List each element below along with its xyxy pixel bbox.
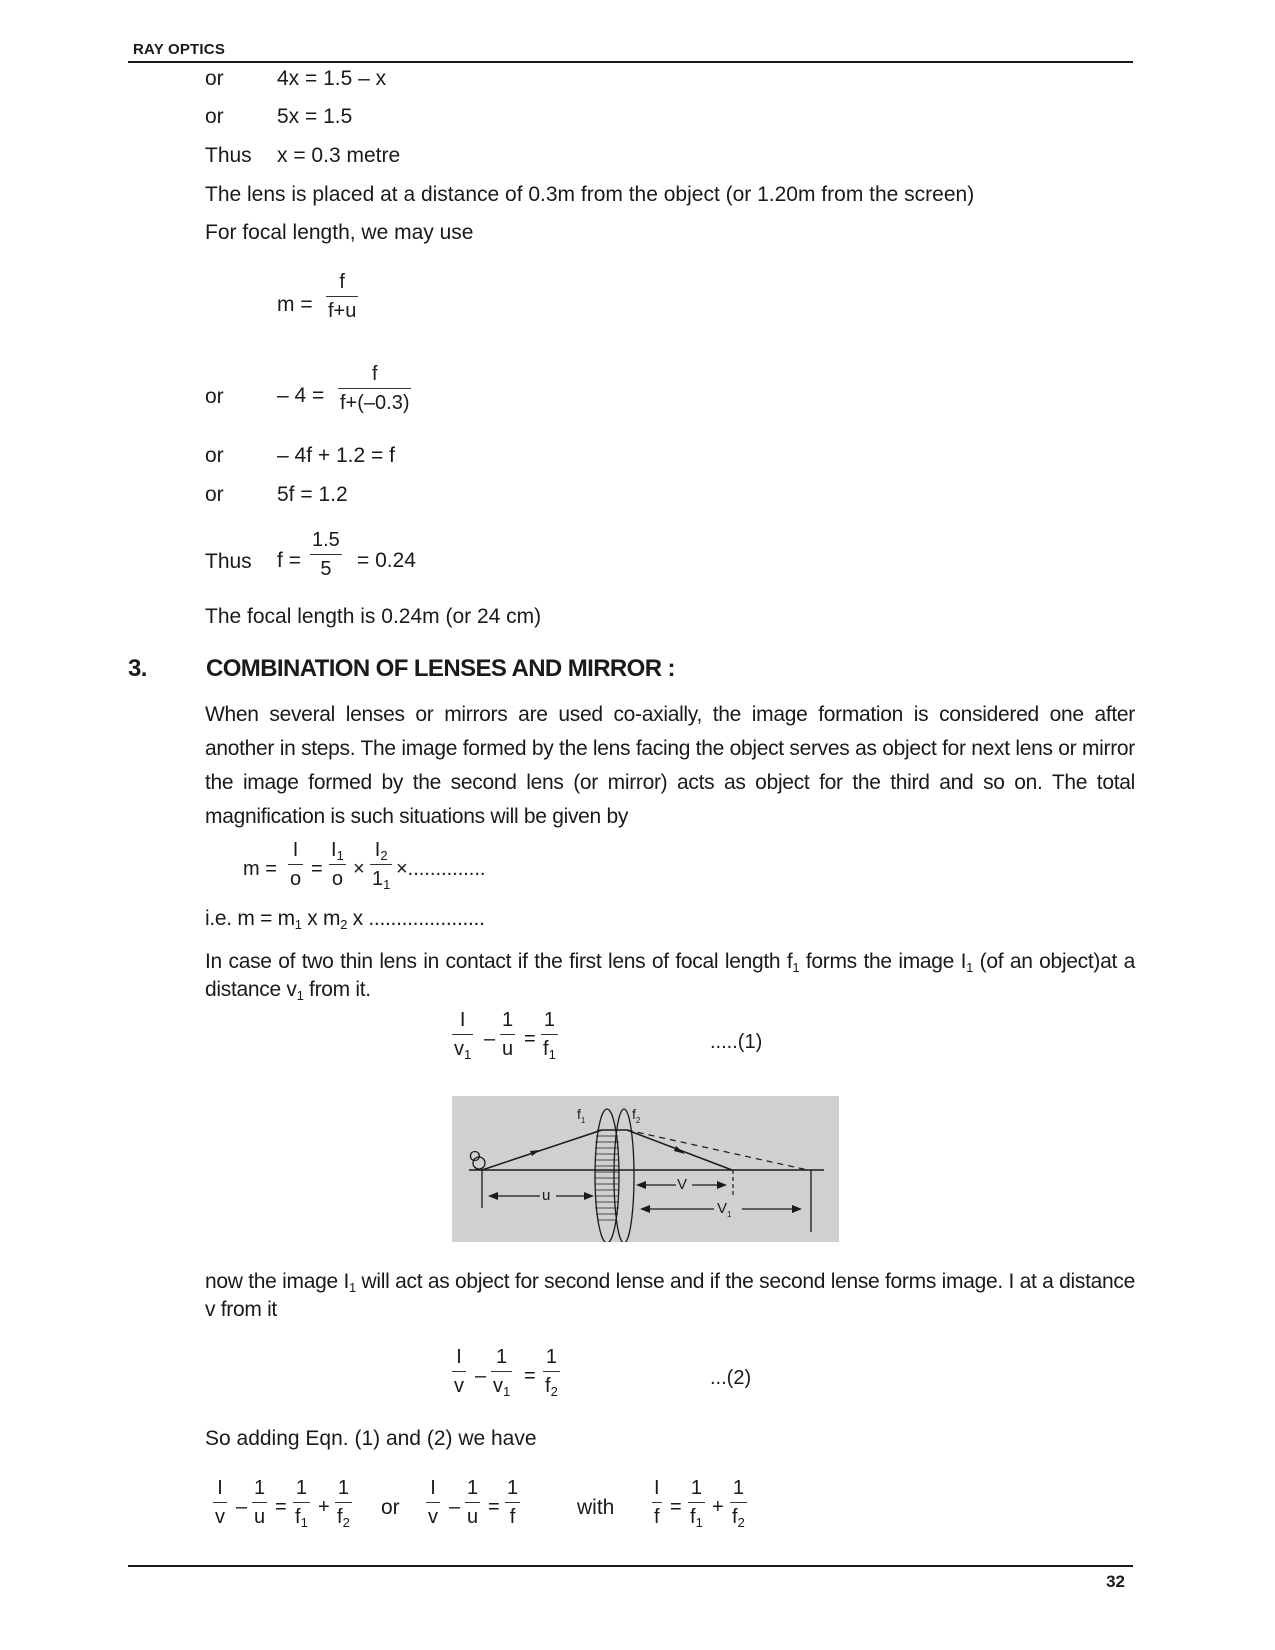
v1-label bbox=[717, 1200, 731, 1217]
eq-m-lhs: m = bbox=[277, 293, 313, 316]
fraction bbox=[505, 1476, 520, 1529]
plus: + bbox=[712, 1496, 724, 1518]
numerator: 1 bbox=[502, 1009, 514, 1031]
fraction bbox=[543, 1345, 560, 1398]
fraction-m bbox=[326, 270, 358, 323]
header-rule bbox=[128, 61, 1133, 63]
mag-eq-lhs: m = bbox=[243, 858, 277, 880]
denominator bbox=[452, 1037, 473, 1061]
object-label: O bbox=[469, 1148, 481, 1165]
minus: – bbox=[475, 1365, 487, 1387]
subscript: 2 bbox=[380, 848, 388, 863]
subscript: 1 bbox=[464, 1047, 472, 1063]
denominator: f+(–0.3) bbox=[340, 392, 410, 415]
f2-label bbox=[632, 1106, 641, 1125]
equals: = bbox=[311, 858, 323, 880]
with-connector: with bbox=[577, 1496, 615, 1519]
adding-text: So adding Eqn. (1) and (2) we have bbox=[205, 1427, 537, 1450]
fraction-bar bbox=[505, 1502, 520, 1503]
eq-lhs: f = bbox=[277, 549, 301, 572]
numerator: I bbox=[430, 1477, 436, 1499]
step-expr: – 4f + 1.2 = f bbox=[277, 444, 395, 467]
ray-diagram-icon bbox=[452, 1096, 839, 1242]
eq-rhs: = 0.24 bbox=[357, 549, 416, 572]
fraction bbox=[688, 1476, 705, 1529]
subscript: 1 bbox=[580, 1116, 586, 1125]
text: will act as object for second lense and if the second lense forms image. I at a distance v from it bbox=[205, 1270, 1135, 1321]
den-text: f bbox=[295, 1506, 301, 1529]
numerator: I bbox=[456, 1346, 462, 1368]
numerator: 1 bbox=[467, 1477, 479, 1499]
subscript: 1 bbox=[349, 1280, 356, 1295]
denominator: u bbox=[254, 1506, 266, 1529]
fraction bbox=[500, 1008, 515, 1061]
den-text: f bbox=[545, 1375, 551, 1398]
denominator: u bbox=[502, 1038, 514, 1061]
page-number: 32 bbox=[1106, 1572, 1125, 1591]
minus: – bbox=[449, 1496, 461, 1518]
step-label: or bbox=[205, 67, 224, 90]
subscript: 2 bbox=[635, 1116, 641, 1125]
subscript: 2 bbox=[550, 1384, 558, 1400]
now-image-paragraph bbox=[205, 1268, 1135, 1324]
den-text: f bbox=[543, 1038, 549, 1061]
section-title: COMBINATION OF LENSES AND MIRROR : bbox=[206, 655, 675, 682]
equals: = bbox=[524, 1365, 536, 1387]
v-label: V bbox=[677, 1176, 688, 1193]
den-text: f bbox=[337, 1506, 343, 1529]
denominator bbox=[491, 1374, 512, 1398]
numerator: 1 bbox=[545, 1346, 557, 1368]
fraction-bar bbox=[288, 864, 303, 865]
num-text: I bbox=[331, 839, 337, 861]
fraction bbox=[452, 1008, 473, 1061]
plus: + bbox=[318, 1496, 330, 1518]
denominator: u bbox=[467, 1506, 479, 1529]
numerator: I bbox=[459, 1009, 466, 1031]
text: now the image I bbox=[205, 1270, 349, 1293]
denominator: f bbox=[509, 1506, 516, 1529]
thin-lens-paragraph bbox=[205, 948, 1135, 1004]
fraction-bar bbox=[500, 1034, 515, 1035]
denominator: v bbox=[428, 1506, 438, 1529]
denominator bbox=[730, 1505, 747, 1529]
den-text: v bbox=[493, 1375, 503, 1398]
numerator: 1 bbox=[543, 1009, 555, 1031]
numerator: 1 bbox=[496, 1346, 508, 1368]
fraction-bar bbox=[213, 1502, 227, 1503]
step-expr: 5f = 1.2 bbox=[277, 483, 348, 506]
section-heading bbox=[128, 655, 675, 683]
equals: = bbox=[488, 1496, 500, 1518]
denominator: f bbox=[654, 1506, 660, 1529]
lens-placed-text: The lens is placed at a distance of 0.3m from the object (or 1.20m from the screen) bbox=[205, 183, 975, 206]
fraction bbox=[370, 838, 392, 891]
numerator: 1 bbox=[507, 1477, 519, 1499]
equals: = bbox=[275, 1496, 287, 1518]
text: (of an object)at a distance v bbox=[205, 950, 1135, 1001]
numerator: I bbox=[292, 839, 299, 861]
numerator bbox=[329, 838, 346, 862]
numerator: 1 bbox=[337, 1477, 349, 1499]
equation-tag: ...(2) bbox=[710, 1367, 752, 1389]
times: × bbox=[353, 858, 365, 880]
denominator bbox=[541, 1037, 558, 1061]
text: f bbox=[577, 1106, 581, 1122]
fraction-bar bbox=[329, 864, 346, 865]
denominator: f+u bbox=[328, 300, 357, 323]
den-text: v bbox=[454, 1038, 464, 1061]
subscript: 2 bbox=[340, 917, 348, 932]
ie-prefix: i.e. m = m bbox=[205, 907, 295, 930]
fraction bbox=[541, 1008, 558, 1061]
subscript: 1 bbox=[727, 1210, 732, 1219]
text: from it. bbox=[303, 978, 371, 1001]
numerator bbox=[373, 838, 390, 862]
fraction-bar bbox=[652, 1502, 662, 1503]
numerator: 1 bbox=[295, 1477, 307, 1499]
numerator: 1.5 bbox=[312, 529, 340, 551]
subscript: 1 bbox=[336, 848, 344, 863]
focal-intro-text: For focal length, we may use bbox=[205, 221, 474, 244]
minus: – bbox=[484, 1028, 496, 1050]
fraction-bar bbox=[541, 1034, 558, 1035]
subscript: 1 bbox=[383, 877, 391, 893]
denominator bbox=[335, 1505, 352, 1529]
subscript: 2 bbox=[342, 1515, 350, 1531]
subscript: 1 bbox=[548, 1047, 556, 1063]
fraction bbox=[213, 1476, 227, 1529]
running-header: RAY OPTICS bbox=[133, 41, 226, 58]
subscript: 1 bbox=[300, 1515, 308, 1531]
denominator: o bbox=[331, 868, 343, 891]
text: f bbox=[632, 1106, 636, 1122]
fraction-bar bbox=[688, 1502, 705, 1503]
or-connector: or bbox=[381, 1496, 400, 1519]
subscript: 2 bbox=[737, 1515, 745, 1531]
fraction-bar bbox=[338, 388, 411, 389]
step-label: or bbox=[205, 385, 224, 408]
subscript: 1 bbox=[695, 1515, 703, 1531]
step-label: Thus bbox=[205, 550, 252, 573]
section-intro-paragraph: When several lenses or mirrors are used co-axially, the image formation is considered one after another in steps. The image formed by the lens facing the object serves as object for next lens or mirror the image formed by the second lens (or mirror) acts as object for the third and so on. The total magnification is such situations will be given by bbox=[205, 703, 1135, 828]
den-text: 1 bbox=[372, 868, 384, 891]
fraction bbox=[426, 1476, 440, 1529]
fraction-bar bbox=[310, 554, 342, 555]
step-label: or bbox=[205, 105, 224, 128]
fraction-bar bbox=[452, 1034, 473, 1035]
text: forms the image I bbox=[799, 950, 967, 973]
denominator bbox=[293, 1505, 310, 1529]
num-text: I bbox=[374, 839, 381, 861]
step-label: or bbox=[205, 444, 224, 467]
denominator: o bbox=[290, 868, 302, 891]
fraction-f bbox=[310, 528, 342, 581]
step-label: Thus bbox=[205, 144, 252, 167]
fraction-bar bbox=[370, 864, 392, 865]
equation-tag: .....(1) bbox=[710, 1031, 763, 1053]
fraction bbox=[491, 1345, 512, 1398]
step-label: or bbox=[205, 483, 224, 506]
f1-label bbox=[577, 1106, 586, 1125]
numerator: I bbox=[654, 1477, 660, 1499]
subscript: 1 bbox=[792, 960, 800, 975]
numerator: 1 bbox=[254, 1477, 266, 1499]
denominator: v bbox=[215, 1506, 225, 1529]
fraction bbox=[335, 1476, 352, 1529]
ie-line bbox=[205, 906, 485, 932]
subscript: 1 bbox=[966, 960, 974, 975]
fraction bbox=[293, 1476, 310, 1529]
text: In case of two thin lens in contact if the first lens of focal length f bbox=[205, 950, 793, 973]
subscript: 1 bbox=[296, 988, 304, 1003]
fraction-bar bbox=[465, 1502, 480, 1503]
fraction-bar bbox=[426, 1502, 440, 1503]
subscript: 1 bbox=[294, 917, 302, 932]
step-expr: 4x = 1.5 – x bbox=[277, 67, 387, 90]
den-text: f bbox=[732, 1506, 738, 1529]
step-expr: 5x = 1.5 bbox=[277, 105, 353, 128]
fraction bbox=[452, 1345, 466, 1398]
ie-tail: x ..................... bbox=[347, 907, 485, 930]
fraction-bar bbox=[335, 1502, 352, 1503]
denominator: v bbox=[454, 1375, 464, 1398]
fraction bbox=[288, 838, 303, 891]
numerator: 1 bbox=[690, 1477, 702, 1499]
fraction bbox=[652, 1476, 662, 1529]
minus: – bbox=[236, 1496, 248, 1518]
fraction-bar bbox=[491, 1371, 512, 1372]
fraction-minus4 bbox=[338, 362, 411, 415]
equals: = bbox=[524, 1028, 536, 1050]
ie-mid: x m bbox=[301, 907, 341, 930]
fraction bbox=[465, 1476, 480, 1529]
fraction-bar bbox=[293, 1502, 310, 1503]
fraction-bar bbox=[326, 296, 358, 297]
mag-eq-tail: ×.............. bbox=[396, 858, 486, 880]
focal-result-text: The focal length is 0.24m (or 24 cm) bbox=[205, 605, 542, 628]
footer-rule bbox=[128, 1565, 1133, 1567]
fraction bbox=[252, 1476, 267, 1529]
numerator: f bbox=[371, 363, 378, 385]
lens-combination-diagram bbox=[452, 1096, 839, 1242]
numerator: I bbox=[217, 1477, 223, 1499]
numerator: 1 bbox=[732, 1477, 744, 1499]
fraction-bar bbox=[543, 1371, 560, 1372]
denominator bbox=[688, 1505, 705, 1529]
step-expr: x = 0.3 metre bbox=[277, 144, 401, 167]
u-label: u bbox=[542, 1187, 551, 1204]
eq-lhs: – 4 = bbox=[277, 384, 325, 407]
fraction bbox=[730, 1476, 747, 1529]
fraction-bar bbox=[730, 1502, 747, 1503]
denominator bbox=[370, 867, 392, 891]
fraction-bar bbox=[252, 1502, 267, 1503]
text: V bbox=[717, 1200, 728, 1217]
denominator: 5 bbox=[320, 558, 332, 581]
subscript: 1 bbox=[503, 1384, 511, 1400]
equals: = bbox=[670, 1496, 682, 1518]
fraction-bar bbox=[452, 1371, 466, 1372]
den-text: f bbox=[690, 1506, 696, 1529]
denominator bbox=[543, 1374, 560, 1398]
fraction bbox=[329, 838, 346, 891]
section-number: 3. bbox=[128, 655, 147, 682]
numerator: f bbox=[339, 271, 345, 293]
